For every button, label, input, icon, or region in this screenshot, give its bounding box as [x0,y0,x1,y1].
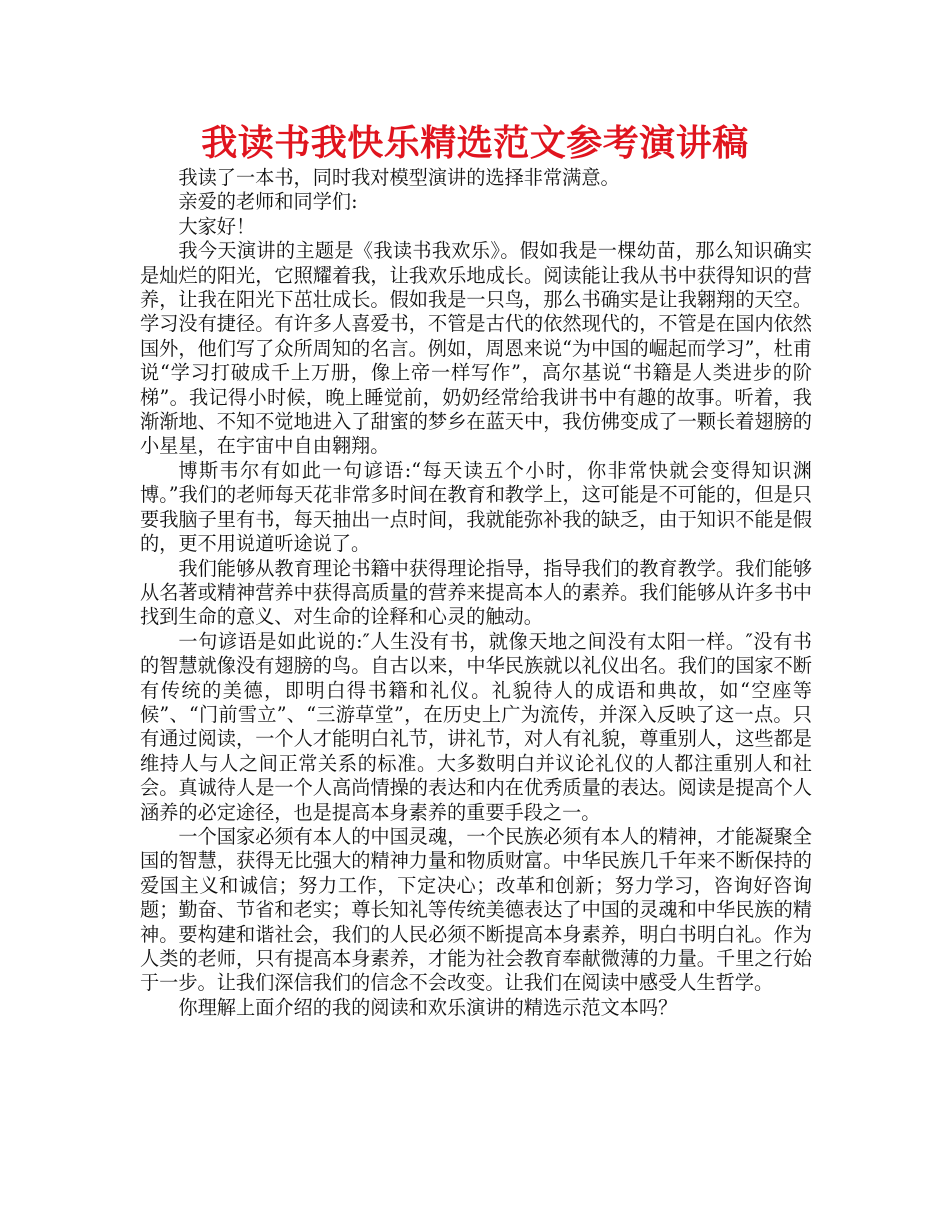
paragraph-salutation: 亲爱的老师和同学们: [178,190,358,214]
document-title: 我读书我快乐精选范文参考演讲稿 [201,123,749,164]
paragraph-etiquette: 一句谚语是如此说的:″人生没有书，就像天地之间没有太阳一样。″没有书的智慧就像没有翅膀的鸟。自古以来，中华民族就以礼仪出名。我们的国家不断有传统的美德，即明白得书籍和礼仪。礼貌待人的成语和典故，如“空座等候”、“门前雪立”、“三游草堂”，在历史上广为流传，并深入反映了这一点。只有通过阅读，一个人才能明白礼节，讲礼节，对人有礼貌，尊重别人，这些都是维持人与人之间正常关系的标准。大多数明白并议论礼仪的人都注重别人和社会。真诚待人是一个人高尚情操的表达和内在优秀质量的表达。阅读是提高个人涵养的必定途径，也是提高本身素养的重要手段之一。 [140,629,812,824]
document-body [140,166,812,1020]
paragraph-intro: 我读了一本书，同时我对模型演讲的选择非常满意。 [178,166,620,189]
paragraph-closing-question: 你理解上面介绍的我的阅读和欢乐演讲的精选示范文本吗？ [178,995,678,1019]
paragraph-boswell-quote: 博斯韦尔有如此一句谚语:“每天读五个小时，你非常快就会变得知识渊博。”我们的老师每天花非常多时间在教育和教学上，这可能是不可能的，但是只要我脑子里有书，每天抽出一点时间，我就能弥补我的缺乏，由于知识不能是假的，更不用说道听途说了。 [140,458,812,556]
paragraph-national-spirit: 一个国家必须有本人的中国灵魂，一个民族必须有本人的精神，才能凝聚全国的智慧，获得无比强大的精神力量和物质财富。中华民族几千年来不断保持的爱国主义和诚信；努力工作，下定决心；改革和创新；努力学习，咨询好咨询题；勤奋、节省和老实；尊长知礼等传统美德表达了中国的灵魂和中华民族的精神。要构建和谐社会，我们的人民必须不断提高本身素养，明白书明白礼。作为人类的老师，只有提高本身素养，才能为社会教育奉献微薄的力量。千里之行始于一步。让我们深信我们的信念不会改变。让我们在阅读中感受人生哲学。 [140,824,812,995]
paragraph-greeting: 大家好！ [178,214,256,238]
paragraph-theme: 我今天演讲的主题是《我读书我欢乐》。假如我是一棵幼苗，那么知识确实是灿烂的阳光，它照耀着我，让我欢乐地成长。阅读能让我从书中获得知识的营养，让我在阳光下茁壮成长。假如我是一只鸟，那么书确实是让我翱翔的天空。学习没有捷径。有许多人喜爱书，不管是古代的依然现代的，不管是在国内依然国外，他们写了众所周知的名言。例如，周恩来说“为中国的崛起而学习”，杜甫说“学习打破成千上万册，像上帝一样写作”，高尔基说“书籍是人类进步的阶梯”。我记得小时候，晚上睡觉前，奶奶经常给我讲书中有趣的故事。听着，我渐渐地、不知不觉地进入了甜蜜的梦乡在蓝天中，我仿佛变成了一颗长着翅膀的小星星，在宇宙中自由翱翔。 [140,239,812,458]
paragraph-guidance: 我们能够从教育理论书籍中获得理论指导，指导我们的教育教学。我们能够从名著或精神营养中获得高质量的营养来提高本人的素养。我们能够从许多书中找到生命的意义、对生命的诠释和心灵的触动。 [140,556,812,629]
